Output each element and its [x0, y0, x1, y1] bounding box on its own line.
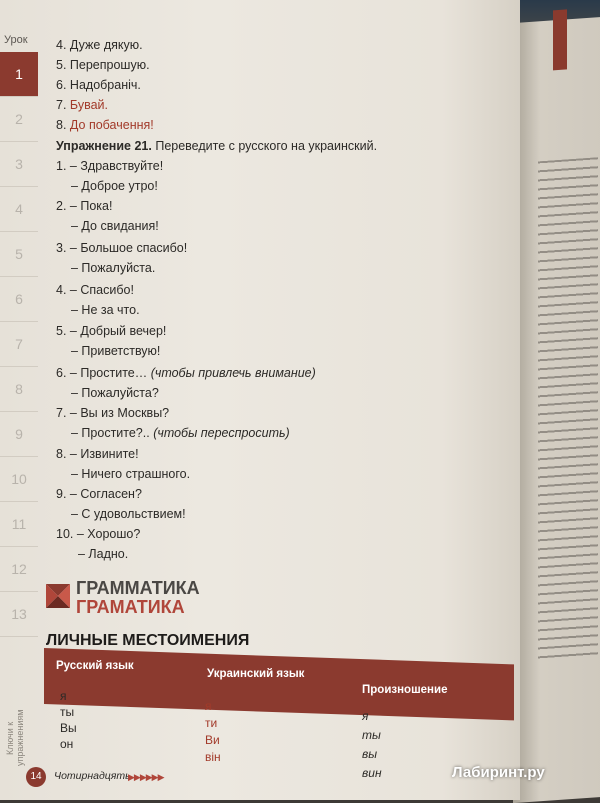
- exercise-line-b: [71, 466, 190, 482]
- exercise-number: 10.: [56, 527, 74, 541]
- exercise-line-a: [56, 405, 169, 421]
- exercise-line-a: [56, 526, 140, 542]
- exercise-phrase-a: – Простите…: [69, 366, 151, 380]
- exercise-phrase-b: – Ничего страшного.: [71, 467, 191, 481]
- exercise-line-b: [78, 546, 128, 562]
- exercise-phrase-b: – До свидания!: [71, 219, 159, 233]
- exercise-number: 9.: [56, 487, 67, 501]
- right-page-marker: [553, 9, 567, 70]
- exercise-phrase-b: – Простите?..: [71, 426, 154, 440]
- phrase-item: [56, 37, 143, 53]
- sidebar-lesson-12: 12: [0, 547, 38, 592]
- sidebar-lesson-6: 6: [0, 277, 38, 322]
- grammar-icon: [46, 584, 70, 608]
- cell-ukrainian: Ви: [205, 733, 220, 747]
- sidebar-lesson-8: 8: [0, 367, 38, 412]
- cell-ukrainian: ти: [205, 716, 218, 730]
- exercise-number: 4.: [56, 283, 67, 297]
- exercise-number: 6.: [56, 366, 67, 380]
- cell-ukrainian: він: [205, 750, 221, 764]
- item-number: 7.: [56, 98, 67, 112]
- cell-pronunciation: ты: [362, 728, 381, 742]
- exercise-phrase-a: – Здравствуйте!: [69, 159, 164, 173]
- exercise-title: [56, 139, 377, 153]
- exercise-instruction: Переведите с русского на украинский.: [155, 139, 378, 153]
- exercise-line-b: [71, 506, 186, 522]
- cell-russian: он: [60, 737, 74, 751]
- exercise-phrase-a: – Спасибо!: [69, 283, 134, 297]
- exercise-phrase-b: – Приветствую!: [71, 344, 161, 358]
- phrase-item: [56, 117, 154, 133]
- item-text: До побачення!: [69, 118, 154, 132]
- item-text: Дуже дякую.: [69, 38, 143, 52]
- exercise-line-b: [71, 302, 140, 318]
- exercise-phrase-a: – Извините!: [69, 447, 139, 461]
- exercise-line-b: [71, 218, 159, 234]
- header-russian: Русский язык: [56, 660, 134, 672]
- sidebar-lesson-5: 5: [0, 232, 38, 277]
- phrase-item: [56, 57, 150, 73]
- exercise-number: 5.: [56, 324, 67, 338]
- footer-arrows: ▶▶▶▶▶▶: [128, 772, 164, 782]
- exercise-phrase-a: – Хорошо?: [76, 527, 141, 541]
- exercise-phrase-a: – Добрый вечер!: [69, 324, 167, 338]
- keys-label: Ключи к упражнениям: [5, 709, 25, 767]
- grammar-title-ua: ГРАМАТИКА: [76, 597, 185, 617]
- right-page-text-lines: [538, 157, 598, 661]
- exercise-phrase-b: – С удовольствием!: [71, 507, 186, 521]
- exercise-line-b: [71, 343, 160, 359]
- right-page-edge: [513, 17, 600, 803]
- cell-pronunciation: вы: [362, 747, 378, 761]
- item-number: 5.: [56, 58, 67, 72]
- exercise-line-b: [71, 260, 155, 276]
- exercise-phrase-b: – Доброе утро!: [71, 179, 158, 193]
- exercise-number: 2.: [56, 199, 67, 213]
- sidebar-lesson-10: 10: [0, 457, 38, 502]
- exercise-phrase-a: – Пока!: [69, 199, 113, 213]
- cell-russian: Вы: [60, 721, 77, 735]
- exercise-phrase-a: – Большое спасибо!: [69, 241, 188, 255]
- sidebar-lesson-9: 9: [0, 412, 38, 457]
- exercise-number: 3.: [56, 241, 67, 255]
- cell-russian: я: [60, 689, 67, 703]
- exercise-phrase-b: – Пожалуйста?: [71, 386, 159, 400]
- sidebar-lesson-1: 1: [0, 52, 38, 97]
- exercise-phrase-b: – Ладно.: [78, 547, 129, 561]
- exercise-number: 1.: [56, 159, 67, 173]
- lesson-sidebar: [0, 28, 38, 800]
- exercise-phrase-a: – Согласен?: [69, 487, 142, 501]
- sidebar-lesson-4: 4: [0, 187, 38, 232]
- item-number: 4.: [56, 38, 67, 52]
- exercise-line-a: [56, 282, 134, 298]
- exercise-line-a: [56, 323, 166, 339]
- phrase-item: [56, 97, 108, 113]
- sidebar-lesson-3: 3: [0, 142, 38, 187]
- sidebar-lesson-11: 11: [0, 502, 38, 547]
- exercise-line-a: [56, 240, 187, 256]
- header-pronunciation: Произношение: [362, 684, 448, 696]
- cell-russian: ты: [60, 705, 75, 719]
- exercise-number: 8.: [56, 447, 67, 461]
- exercise-line-b: [71, 385, 159, 401]
- exercise-line-a: [56, 198, 112, 214]
- exercise-line-b: [71, 425, 290, 441]
- item-text: Перепрошую.: [69, 58, 150, 72]
- exercise-note-b: (чтобы переспросить): [153, 426, 290, 440]
- exercise-number: 7.: [56, 406, 67, 420]
- exercise-note-a: (чтобы привлечь внимание): [150, 366, 316, 380]
- item-number: 6.: [56, 78, 67, 92]
- exercise-line-a: [56, 158, 163, 174]
- exercise-line-a: [56, 446, 139, 462]
- page-number-word: Чотирнадцять: [54, 770, 131, 782]
- phrase-item: [56, 77, 141, 93]
- item-text: Бувай.: [69, 98, 109, 112]
- exercise-phrase-b: – Пожалуйста.: [71, 261, 156, 275]
- header-ukrainian: Украинский язык: [207, 668, 305, 680]
- sidebar-lesson-2: 2: [0, 97, 38, 142]
- grammar-title-ru: ГРАММАТИКА: [76, 578, 200, 598]
- exercise-line-b: [71, 178, 158, 194]
- exercise-phrase-a: – Вы из Москвы?: [69, 406, 170, 420]
- cell-pronunciation: вин: [362, 766, 382, 780]
- item-number: 8.: [56, 118, 67, 132]
- sidebar-lesson-13: 13: [0, 592, 38, 637]
- section-title: ЛИЧНЫЕ МЕСТОИМЕНИЯ: [46, 632, 250, 649]
- exercise-line-a: [56, 365, 316, 381]
- watermark: Лабиринт.ру: [452, 764, 545, 781]
- sidebar-lesson-7: 7: [0, 322, 38, 367]
- page-number: 14: [26, 767, 46, 787]
- exercise-line-a: [56, 486, 142, 502]
- cell-pronunciation: я: [362, 709, 369, 723]
- item-text: Надобраніч.: [69, 78, 141, 92]
- sidebar-title: Урок: [4, 34, 28, 46]
- exercise-label: Упражнение 21.: [56, 139, 152, 153]
- cell-ukrainian: я: [205, 699, 212, 713]
- exercise-phrase-b: – Не за что.: [71, 303, 140, 317]
